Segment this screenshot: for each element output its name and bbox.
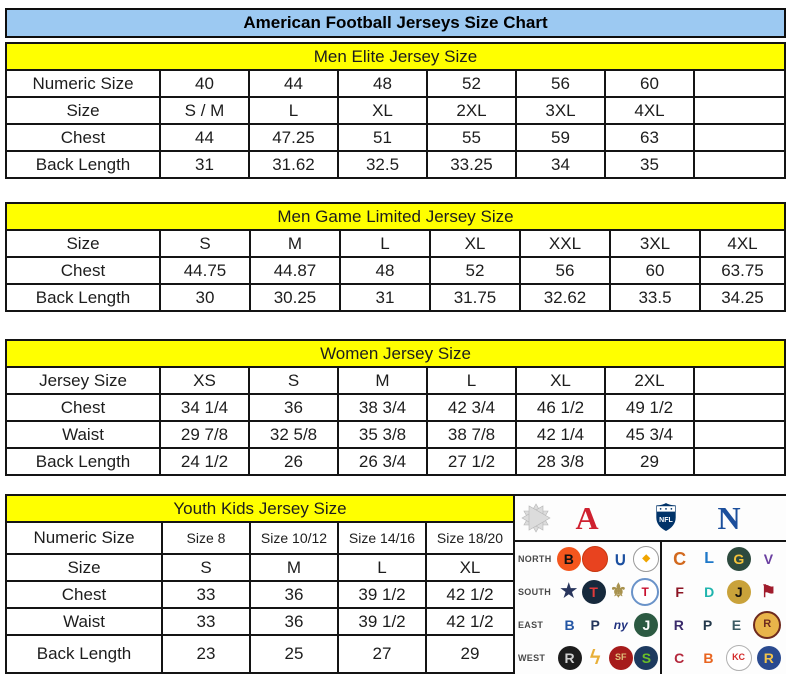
steelers-logo: ◆	[633, 546, 659, 572]
cell: 24 1/2	[160, 448, 249, 475]
chargers-logo: ϟ	[589, 646, 601, 669]
cell: 2XL	[605, 367, 694, 394]
row-label: Waist	[6, 608, 162, 635]
cell: 56	[520, 257, 610, 284]
table-header-row	[6, 340, 785, 367]
men-elite-size-table	[5, 42, 786, 179]
table-header: Men Game Limited Jersey Size	[6, 203, 785, 230]
afc-south-teams	[556, 575, 660, 608]
cell: 34 1/4	[160, 394, 249, 421]
broncos-logo: B	[703, 649, 714, 666]
bears-logo: C	[673, 548, 687, 569]
panthers-logo: P	[702, 616, 713, 633]
cell	[694, 448, 785, 475]
texans-logo: T	[582, 580, 606, 604]
women-size-table	[5, 339, 786, 476]
cell: 26	[249, 448, 338, 475]
row-label: Back Length	[6, 635, 162, 673]
raiders-logo: R	[558, 646, 582, 670]
cell: 4XL	[700, 230, 785, 257]
row-label: Back Length	[6, 284, 160, 311]
table-row	[6, 394, 785, 421]
cell: 36	[250, 581, 338, 608]
cell: 2XL	[427, 97, 516, 124]
cell	[694, 124, 785, 151]
table-row	[6, 257, 785, 284]
bengals-logo: B	[557, 547, 581, 571]
cell: S	[249, 367, 338, 394]
row-label: Back Length	[6, 151, 160, 178]
dolphins-logo: D	[704, 583, 715, 600]
cell: 28 3/8	[516, 448, 605, 475]
colts-logo: ∪	[613, 548, 627, 569]
row-label: Numeric Size	[6, 70, 160, 97]
cell	[694, 97, 785, 124]
saints-logo: ⚜	[609, 581, 627, 602]
cell: XXL	[520, 230, 610, 257]
jets-logo: J	[634, 613, 658, 637]
cell: 40	[160, 70, 249, 97]
division-row-west	[515, 641, 786, 674]
seahawks-logo: S	[634, 646, 658, 670]
49ers-logo: SF	[609, 646, 633, 670]
table-row	[6, 230, 785, 257]
table-header: Men Elite Jersey Size	[6, 43, 785, 70]
bottom-section	[5, 494, 786, 674]
nfc-west-teams	[660, 641, 786, 674]
cell: 33	[162, 608, 250, 635]
cell: 44.75	[160, 257, 250, 284]
afc-logo: A	[575, 500, 599, 536]
cell: 3XL	[610, 230, 700, 257]
cell: 56	[516, 70, 605, 97]
chiefs-logo: KC	[726, 645, 752, 671]
cell: 60	[610, 257, 700, 284]
cell: 39 1/2	[338, 581, 426, 608]
cell: 27 1/2	[427, 448, 516, 475]
buccaneers-logo: ⚑	[760, 582, 776, 601]
cell: L	[340, 230, 430, 257]
cell: 32 5/8	[249, 421, 338, 448]
vikings-logo: V	[763, 550, 774, 567]
cell: 3XL	[516, 97, 605, 124]
cell: 52	[427, 70, 516, 97]
row-label: Chest	[6, 257, 160, 284]
cell: 30.25	[250, 284, 340, 311]
cell: 39 1/2	[338, 608, 426, 635]
cell: 27	[338, 635, 426, 673]
cell: 42 1/2	[426, 608, 514, 635]
giants-logo: ny	[613, 617, 628, 632]
cell: 63	[605, 124, 694, 151]
division-label: EAST	[518, 619, 544, 630]
starburst-icon	[521, 503, 551, 538]
cell: 38 7/8	[427, 421, 516, 448]
cell	[694, 367, 785, 394]
table-row	[6, 608, 514, 635]
cell	[694, 151, 785, 178]
row-label: Chest	[6, 124, 160, 151]
cell: 23	[162, 635, 250, 673]
cowboys-star-logo: ★	[560, 581, 578, 602]
cell: 33	[162, 581, 250, 608]
table-row	[6, 581, 514, 608]
table-row	[6, 522, 514, 554]
page-title: American Football Jerseys Size Chart	[5, 8, 786, 38]
afc-north-teams	[556, 542, 660, 575]
cell: Size 10/12	[250, 522, 338, 554]
cell: 38 3/4	[338, 394, 427, 421]
cell: 31.75	[430, 284, 520, 311]
row-label: Back Length	[6, 448, 160, 475]
cell: S / M	[160, 97, 249, 124]
table-header-row	[6, 203, 785, 230]
cell: XL	[430, 230, 520, 257]
afc-east-teams	[556, 608, 660, 641]
nfc-logo: N	[717, 500, 741, 536]
cell: Size 14/16	[338, 522, 426, 554]
cell: S	[162, 554, 250, 581]
table-row	[6, 367, 785, 394]
table-row	[6, 554, 514, 581]
cell: L	[427, 367, 516, 394]
cell: 36	[249, 394, 338, 421]
cell: 48	[338, 70, 427, 97]
conference-row	[515, 496, 786, 542]
cell: 26 3/4	[338, 448, 427, 475]
table-header-row	[6, 43, 785, 70]
cell: 35 3/8	[338, 421, 427, 448]
cell: XS	[160, 367, 249, 394]
cell: 44	[249, 70, 338, 97]
eagles-logo: E	[731, 616, 742, 633]
cell: 36	[250, 608, 338, 635]
titans-logo: T	[631, 578, 659, 606]
youth-kids-size-table	[5, 494, 515, 674]
division-label: SOUTH	[518, 586, 551, 597]
cell: 29	[605, 448, 694, 475]
row-label: Chest	[6, 581, 162, 608]
nfl-shield-icon	[655, 503, 677, 536]
cell: XL	[426, 554, 514, 581]
cell: 34.25	[700, 284, 785, 311]
table-row	[6, 448, 785, 475]
browns-logo	[582, 546, 608, 572]
afc-west-teams	[556, 641, 660, 674]
table-row	[6, 421, 785, 448]
table-header: Youth Kids Jersey Size	[6, 495, 514, 522]
cell: 31	[340, 284, 430, 311]
lions-logo: L	[704, 549, 715, 567]
cell: 34	[516, 151, 605, 178]
cell: 47.25	[249, 124, 338, 151]
nfc-north-teams	[660, 542, 786, 575]
division-row-south	[515, 575, 786, 608]
division-row-east	[515, 608, 786, 641]
nfl-shield-label: NFL	[659, 516, 673, 524]
cell	[694, 421, 785, 448]
cell: 32.62	[520, 284, 610, 311]
cell: XL	[338, 97, 427, 124]
cell: 42 1/2	[426, 581, 514, 608]
row-label: Size	[6, 554, 162, 581]
cell: 55	[427, 124, 516, 151]
table-row	[6, 284, 785, 311]
bills-logo: B	[564, 616, 575, 633]
cell: L	[338, 554, 426, 581]
cell: 30	[160, 284, 250, 311]
cell: 25	[250, 635, 338, 673]
packers-logo: G	[727, 547, 751, 571]
row-label: Waist	[6, 421, 160, 448]
cell: 46 1/2	[516, 394, 605, 421]
table-header-row	[6, 495, 514, 522]
row-label: Chest	[6, 394, 160, 421]
cell: M	[338, 367, 427, 394]
row-label: Size	[6, 230, 160, 257]
nfc-east-teams	[660, 608, 786, 641]
patriots-logo: P	[590, 616, 600, 633]
nfl-teams-panel	[515, 494, 786, 674]
cell: Size 8	[162, 522, 250, 554]
cell: 31.62	[249, 151, 338, 178]
ravens-logo: R	[673, 616, 684, 633]
table-row	[6, 97, 785, 124]
redskins-logo: R	[753, 611, 781, 639]
cell: 59	[516, 124, 605, 151]
cell: L	[249, 97, 338, 124]
cell: 44.87	[250, 257, 340, 284]
cell: 52	[430, 257, 520, 284]
men-game-limited-size-table	[5, 202, 786, 312]
cell: 32.5	[338, 151, 427, 178]
cell: 4XL	[605, 97, 694, 124]
cell: 29	[426, 635, 514, 673]
cell	[694, 70, 785, 97]
cell: 51	[338, 124, 427, 151]
division-row-north	[515, 542, 786, 575]
table-row	[6, 151, 785, 178]
row-label: Size	[6, 97, 160, 124]
cell: 49 1/2	[605, 394, 694, 421]
cell: M	[250, 554, 338, 581]
cell: 42 1/4	[516, 421, 605, 448]
cell: 33.25	[427, 151, 516, 178]
cell: 42 3/4	[427, 394, 516, 421]
table-row	[6, 124, 785, 151]
cell	[694, 394, 785, 421]
cell: 44	[160, 124, 249, 151]
cell: 29 7/8	[160, 421, 249, 448]
cell: 35	[605, 151, 694, 178]
nfc-south-teams	[660, 575, 786, 608]
division-label: WEST	[518, 652, 546, 663]
cell: XL	[516, 367, 605, 394]
cell: 33.5	[610, 284, 700, 311]
cell: 60	[605, 70, 694, 97]
rams-logo: R	[757, 646, 781, 670]
cell: 31	[160, 151, 249, 178]
cell: Size 18/20	[426, 522, 514, 554]
row-label: Numeric Size	[6, 522, 162, 554]
cardinals-logo: C	[674, 649, 685, 666]
table-header: Women Jersey Size	[6, 340, 785, 367]
falcons-logo: F	[675, 583, 684, 600]
cell: M	[250, 230, 340, 257]
row-label: Jersey Size	[6, 367, 160, 394]
division-label: NORTH	[518, 553, 552, 564]
table-row	[6, 70, 785, 97]
cell: 45 3/4	[605, 421, 694, 448]
table-row	[6, 635, 514, 673]
cell: 63.75	[700, 257, 785, 284]
cell: S	[160, 230, 250, 257]
cell: 48	[340, 257, 430, 284]
jaguars-logo: J	[727, 580, 751, 604]
